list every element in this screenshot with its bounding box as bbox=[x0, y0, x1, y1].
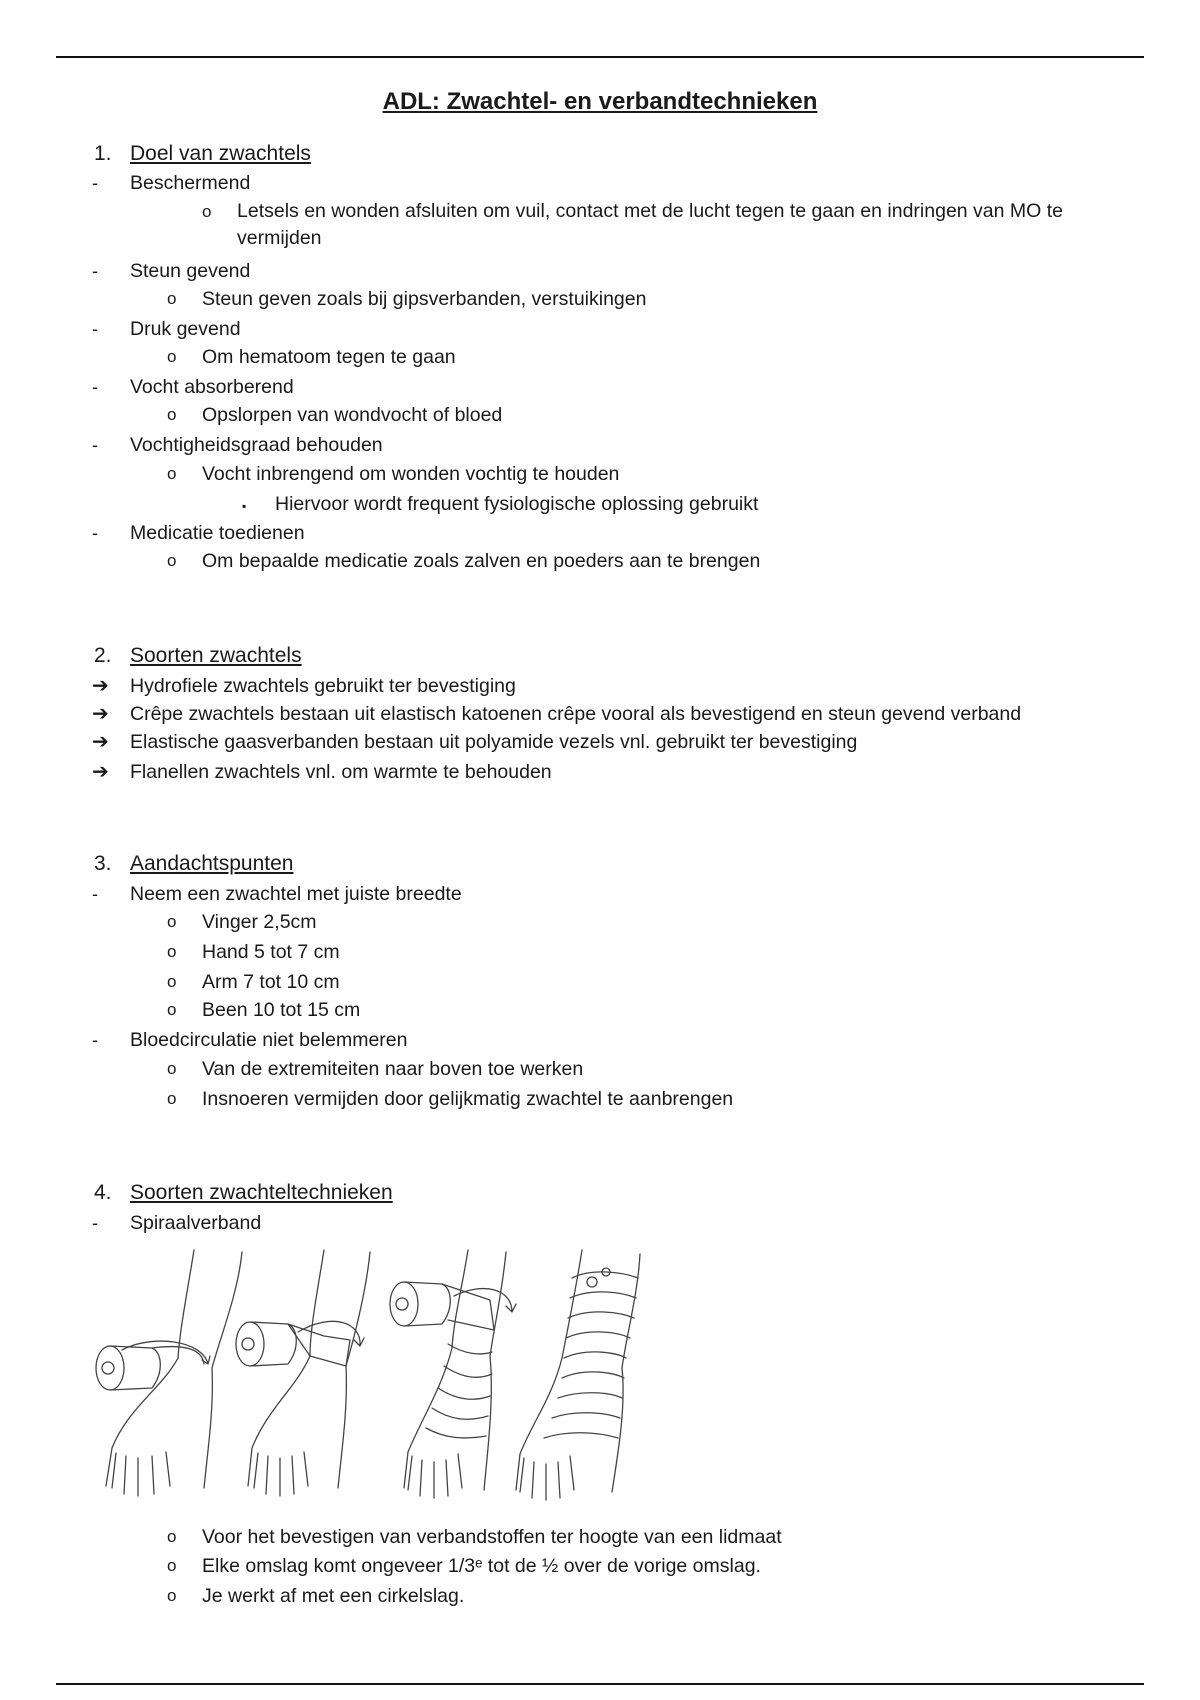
section-title: Soorten zwachteltechnieken bbox=[130, 1181, 393, 1204]
list-item-text: Vochtigheidsgraad behouden bbox=[130, 434, 383, 456]
circle-bullet: o bbox=[167, 942, 177, 961]
arm-step-2 bbox=[236, 1250, 370, 1496]
circle-bullet: o bbox=[167, 1586, 177, 1605]
list-item-text: Medicatie toedienen bbox=[130, 522, 305, 544]
section-number: 3. bbox=[94, 852, 112, 875]
section-title: Soorten zwachtels bbox=[130, 644, 302, 667]
circle-bullet: o bbox=[167, 972, 177, 991]
list-item-text: Om hematoom tegen te gaan bbox=[202, 346, 456, 368]
circle-bullet: o bbox=[167, 289, 177, 308]
circle-bullet: o bbox=[167, 1089, 177, 1108]
arm-step-1 bbox=[96, 1250, 242, 1496]
list-item bbox=[92, 317, 241, 341]
list-item bbox=[167, 549, 761, 573]
circle-bullet: o bbox=[202, 202, 212, 221]
list-item-text: Je werkt af met een cirkelslag. bbox=[202, 1585, 465, 1607]
list-item bbox=[242, 492, 759, 516]
section-title: Doel van zwachtels bbox=[130, 142, 311, 165]
list-item-text: Vocht inbrengend om wonden vochtig te houden bbox=[202, 463, 620, 485]
circle-bullet: o bbox=[167, 464, 177, 483]
list-item-text: Opslorpen van wondvocht of bloed bbox=[202, 404, 503, 426]
list-item bbox=[167, 940, 340, 964]
list-item-text: Crêpe zwachtels bestaan uit elastisch katoenen crêpe vooral als bevestigend en steun gevend verband bbox=[130, 703, 1022, 725]
list-item bbox=[92, 375, 294, 399]
arrow-bullet-icon: ➔ bbox=[92, 703, 109, 725]
list-item bbox=[92, 674, 516, 698]
list-item-text: Van de extremiteiten naar boven toe werken bbox=[202, 1058, 584, 1080]
list-item-text: Vocht absorberend bbox=[130, 376, 294, 398]
list-item-text: Beschermend bbox=[130, 172, 251, 194]
arrow-bullet-icon: ➔ bbox=[92, 731, 109, 753]
list-item bbox=[167, 403, 503, 427]
arrow-bullet-icon: ➔ bbox=[92, 675, 109, 697]
dash-bullet: - bbox=[92, 377, 98, 397]
list-item bbox=[92, 1211, 262, 1235]
list-item bbox=[167, 1057, 584, 1081]
list-item bbox=[92, 259, 251, 283]
list-item bbox=[167, 1087, 734, 1111]
arm-step-3 bbox=[390, 1250, 516, 1498]
dash-bullet: - bbox=[92, 1213, 98, 1233]
list-item-text: Neem een zwachtel met juiste breedte bbox=[130, 883, 462, 905]
dash-bullet: - bbox=[92, 173, 98, 193]
circle-bullet: o bbox=[167, 405, 177, 424]
dash-bullet: - bbox=[92, 261, 98, 281]
list-item-text: Elke omslag komt ongeveer 1/3ᵉ tot de ½ over de vorige omslag. bbox=[202, 1555, 761, 1577]
list-item bbox=[92, 730, 858, 754]
list-item bbox=[92, 1028, 408, 1052]
list-item-text: Hydrofiele zwachtels gebruikt ter bevestiging bbox=[130, 675, 516, 697]
list-item bbox=[92, 760, 552, 784]
arrow-bullet-icon: ➔ bbox=[92, 761, 109, 783]
circle-bullet: o bbox=[167, 1000, 177, 1019]
section-number: 1. bbox=[94, 142, 112, 165]
dash-bullet: - bbox=[92, 1030, 98, 1050]
list-item-text: Letsels en wonden afsluiten om vuil, contact met de lucht tegen te gaan en indringen van MO te vermijden bbox=[237, 200, 1064, 249]
list-item bbox=[92, 882, 462, 906]
list-item-text: Been 10 tot 15 cm bbox=[202, 999, 361, 1021]
list-item bbox=[167, 1525, 782, 1549]
list-item-text: Vinger 2,5cm bbox=[202, 911, 317, 933]
circle-bullet: o bbox=[167, 1059, 177, 1078]
list-item bbox=[167, 910, 317, 934]
list-item bbox=[167, 998, 361, 1022]
bottom-rule bbox=[56, 1683, 1144, 1685]
list-item bbox=[202, 198, 1117, 252]
list-item bbox=[167, 1584, 465, 1608]
list-item bbox=[92, 433, 383, 457]
list-item-text: Steun gevend bbox=[130, 260, 251, 282]
list-item bbox=[167, 462, 620, 486]
dash-bullet: - bbox=[92, 884, 98, 904]
circle-bullet: o bbox=[167, 347, 177, 366]
circle-bullet: o bbox=[167, 1527, 177, 1546]
dash-bullet: - bbox=[92, 435, 98, 455]
list-item-text: Spiraalverband bbox=[130, 1212, 262, 1234]
square-bullet: ▪ bbox=[242, 499, 247, 513]
list-item bbox=[167, 970, 340, 994]
list-item-text: Om bepaalde medicatie zoals zalven en poeders aan te brengen bbox=[202, 550, 761, 572]
list-item-text: Hand 5 tot 7 cm bbox=[202, 941, 340, 963]
list-item bbox=[167, 1554, 761, 1578]
list-item bbox=[167, 345, 456, 369]
spiral-bandage-illustration bbox=[92, 1248, 672, 1508]
list-item bbox=[167, 287, 647, 311]
section-number: 2. bbox=[94, 644, 112, 667]
list-item-text: Arm 7 tot 10 cm bbox=[202, 971, 340, 993]
circle-bullet: o bbox=[167, 912, 177, 931]
page-title: ADL: Zwachtel- en verbandtechnieken bbox=[382, 88, 818, 115]
circle-bullet: o bbox=[167, 1556, 177, 1575]
section-title: Aandachtspunten bbox=[130, 852, 294, 875]
dash-bullet: - bbox=[92, 319, 98, 339]
arm-step-4 bbox=[516, 1250, 640, 1500]
top-rule bbox=[56, 56, 1144, 58]
list-item-text: Hiervoor wordt frequent fysiologische oplossing gebruikt bbox=[275, 493, 759, 515]
list-item bbox=[92, 702, 1022, 726]
list-item-text: Bloedcirculatie niet belemmeren bbox=[130, 1029, 408, 1051]
list-item-text: Elastische gaasverbanden bestaan uit polyamide vezels vnl. gebruikt ter bevestiging bbox=[130, 731, 858, 753]
list-item-text: Steun geven zoals bij gipsverbanden, verstuikingen bbox=[202, 288, 647, 310]
dash-bullet: - bbox=[92, 523, 98, 543]
list-item-text: Flanellen zwachtels vnl. om warmte te behouden bbox=[130, 761, 552, 783]
circle-bullet: o bbox=[167, 551, 177, 570]
section-number: 4. bbox=[94, 1181, 112, 1204]
list-item-text: Druk gevend bbox=[130, 318, 241, 340]
list-item bbox=[92, 521, 305, 545]
list-item-text: Voor het bevestigen van verbandstoffen ter hoogte van een lidmaat bbox=[202, 1526, 782, 1548]
list-item-text: Insnoeren vermijden door gelijkmatig zwachtel te aanbrengen bbox=[202, 1088, 734, 1110]
list-item bbox=[92, 171, 251, 195]
